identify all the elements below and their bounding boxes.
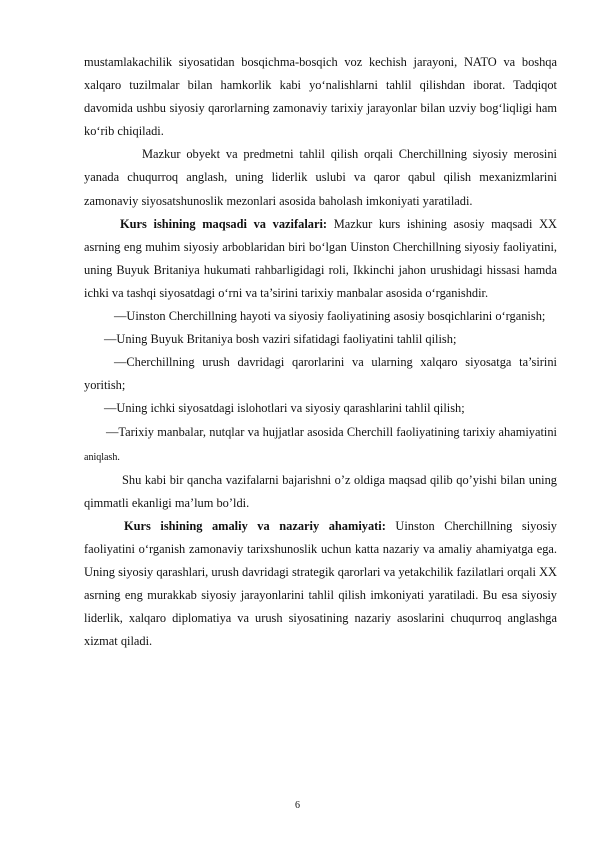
paragraph-value: Shu kabi bir qancha vazifalarni bajarishni o’z oldiga maqsad qilib qo’yishi bilan uning qimmatli ekanligi ma’lum bo’ldi. [84, 472, 557, 510]
task-item-2: —Uning Buyuk Britaniya bosh vaziri sifatidagi faoliyatini tahlil qilish; [104, 332, 457, 347]
task-item-5-text: —Tarixiy manbalar, nutqlar va hujjatlar asosida Cherchill faoliyatining tarixiy ahamiyatini [106, 424, 557, 439]
significance-heading: Kurs ishining amaliy va nazariy ahamiyati: [124, 518, 386, 533]
goals-heading: Kurs ishining maqsadi va vazifalari: [120, 216, 328, 231]
significance-text: Uinston Cherchillning siyosiy faoliyatini o‘rganish zamonaviy tarixshunoslik uchun katta nazariy va amaliy ahamiyatga ega. Uning siyosiy qarashlari, urush davridagi strategik qarorlari va yetakchilik fazilatlari orqali XX asrning eng murakkab siyosiy jarayonlarini tahlil qilish imkoniyati yaratiladi. Bu esa siyosiy liderlik, xalqaro diplomatiya va urush siyosatining nazariy asoslarini chuqurroq anglashga xizmat qiladi. [84, 518, 557, 649]
task-item-1: —Uinston Cherchillning hayoti va siyosiy faoliyatining asosiy bosqichlarini o‘rganish; [114, 309, 546, 324]
paragraph-object-analysis: Mazkur obyekt va predmetni tahlil qilish orqali Cherchillning siyosiy merosini yanada chuqurroq anglash, uning liderlik uslubi va qaror qabul qilish mexanizmlarini zamonaviy siyosatshunoslik mezonlari asosida baholash imkoniyati yaratiladi. [84, 147, 557, 208]
paragraph-significance [84, 515, 557, 654]
task-item-5-tail: aniqlash. [84, 451, 120, 463]
task-item-3: —Cherchillning urush davridagi qarorlarini va ularning xalqaro siyosatga ta’sirini yoritish; [84, 355, 557, 393]
task-item-4: —Uning ichki siyosatdagi islohotlari va siyosiy qarashlarini tahlil qilish; [104, 401, 465, 416]
paragraph-goals [84, 213, 557, 305]
page-number: 6 [295, 800, 300, 811]
task-item-5 [84, 421, 557, 469]
paragraph-research-scope: mustamlakachilik siyosatidan bosqichma-bosqich voz kechish jarayoni, NATO va boshqa xalqaro tuzilmalar bilan hamkorlik kabi yo‘nalishlarni tahlil qilishdan iborat. Tadqiqot davomida ushbu siyosiy qarorlarning zamonaviy tarixiy jarayonlar bilan uzviy bog‘liqligi ham ko‘rib chiqiladi. [84, 55, 557, 139]
goals-text: Mazkur kurs ishining asosiy maqsadi XX asrning eng muhim siyosiy arboblaridan biri bo‘lgan Uinston Cherchillning siyosiy faoliyatini, uning Buyuk Britaniya hukumati rahbarligidagi roli, Ikkinchi jahon urushidagi hissasi hamda ichki va tashqi siyosatdagi o‘rni va ta’sirini tarixiy manbalar asosida o‘rganishdir. [84, 216, 557, 300]
page-body [84, 51, 557, 653]
